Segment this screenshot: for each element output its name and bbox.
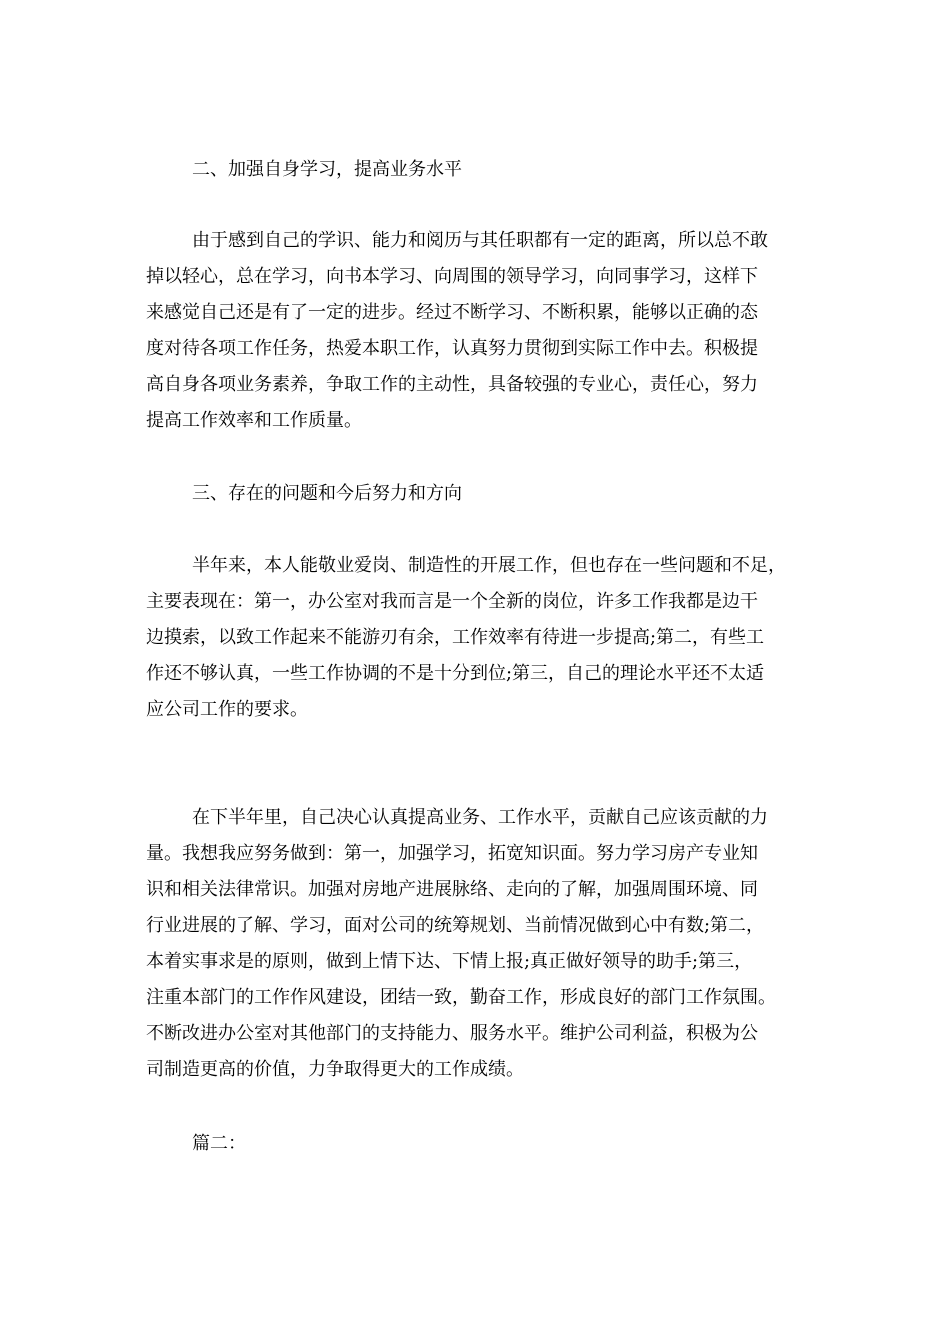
paragraph-line: 识和相关法律常识。加强对房地产进展脉络、走向的了解，加强周围环境、同 [146, 879, 758, 900]
paragraph-line: 提高工作效率和工作质量。 [146, 410, 362, 431]
paragraph-line: 边摸索，以致工作起来不能游刃有余，工作效率有待进一步提高;第二，有些工 [146, 627, 765, 648]
paragraph-line: 高自身各项业务素养，争取工作的主动性，具备较强的专业心，责任心，努力 [146, 374, 758, 395]
paragraph-line: 应公司工作的要求。 [146, 699, 308, 720]
paragraph-line: 作还不够认真，一些工作协调的不是十分到位;第三，自己的理论水平还不太适 [146, 663, 765, 684]
paragraph-line: 由于感到自己的学识、能力和阅历与其任职都有一定的距离，所以总不敢 [192, 230, 768, 251]
paragraph-line: 本着实事求是的原则，做到上情下达、下情上报;真正做好领导的助手;第三， [146, 951, 753, 972]
paragraph-line: 行业进展的了解、学习，面对公司的统筹规划、当前情况做到心中有数;第二， [146, 915, 765, 936]
paragraph-line: 主要表现在：第一，办公室对我而言是一个全新的岗位，许多工作我都是边干 [146, 591, 758, 612]
paragraph-line: 量。我想我应努务做到：第一，加强学习，拓宽知识面。努力学习房产专业知 [146, 843, 758, 864]
paragraph-line: 不断改进办公室对其他部门的支持能力、服务水平。维护公司利益，积极为公 [146, 1023, 758, 1044]
paragraph-line: 掉以轻心，总在学习，向书本学习、向周围的领导学习，向同事学习，这样下 [146, 266, 758, 287]
next-section-heading: 篇二： [192, 1133, 246, 1154]
section-heading: 三、存在的问题和今后努力和方向 [192, 483, 462, 504]
paragraph-line: 司制造更高的价值，力争取得更大的工作成绩。 [146, 1059, 524, 1080]
paragraph-line: 注重本部门的工作作风建设，团结一致，勤奋工作，形成良好的部门工作氛围。 [146, 987, 776, 1008]
paragraph-line: 度对待各项工作任务，热爱本职工作，认真努力贯彻到实际工作中去。积极提 [146, 338, 758, 359]
paragraph-line: 在下半年里，自己决心认真提高业务、工作水平，贡献自己应该贡献的力 [192, 807, 768, 828]
section-heading: 二、加强自身学习，提高业务水平 [192, 159, 462, 180]
paragraph-line: 来感觉自己还是有了一定的进步。经过不断学习、不断积累，能够以正确的态 [146, 302, 758, 323]
paragraph-line: 半年来，本人能敬业爱岗、制造性的开展工作，但也存在一些问题和不足， [192, 555, 786, 576]
